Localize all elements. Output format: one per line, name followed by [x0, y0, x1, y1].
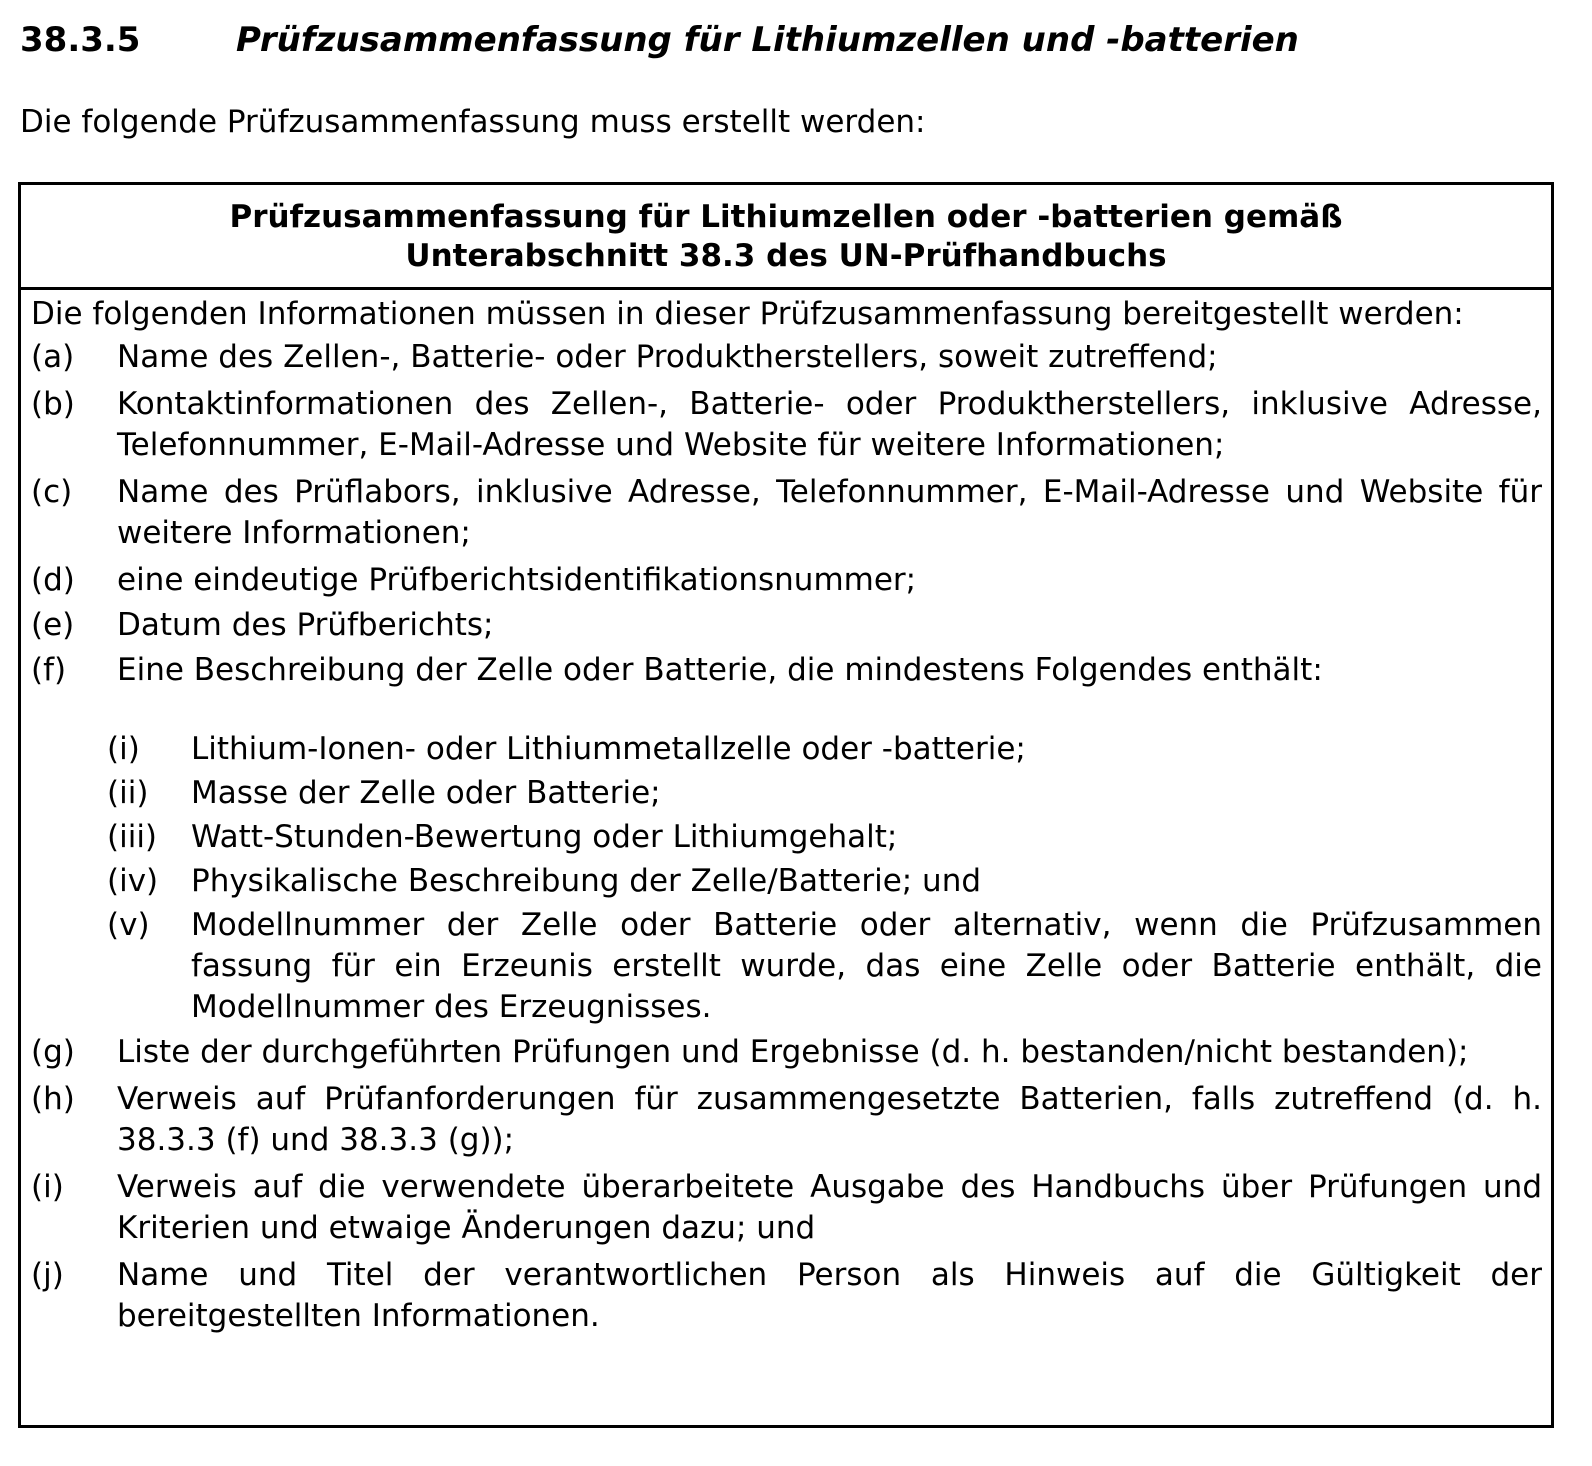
subitem-text: Lithium-Ionen- oder Lithiummetallzelle oder -batterie;: [191, 731, 1026, 767]
item-label: (b): [31, 386, 75, 422]
item-label: (h): [31, 1081, 75, 1117]
sublist-item-iii: [107, 817, 1542, 858]
list-item-e: [31, 605, 1542, 646]
item-label: (j): [31, 1257, 64, 1293]
box-title: [21, 185, 1551, 290]
item-text: eine eindeutige Prüfberichtsidentifikationsnummer;: [117, 562, 917, 598]
list-item-b: [31, 384, 1542, 466]
box-lead: Die folgenden Informationen müssen in dieser Prüfzusammenfassung bereitgestellt werden:: [31, 296, 1464, 332]
item-text: Kontaktinformationen des Zellen-, Batterie- oder Produktherstellers, inklusive Adresse, Telefonnummer, E-Mail-Adresse und Website für weitere Informationen;: [117, 386, 1542, 463]
sublist-item-iv: [107, 861, 1542, 902]
section-heading: [20, 18, 1299, 62]
subitem-text: Masse der Zelle oder Batterie;: [191, 775, 661, 811]
item-label: (f): [31, 652, 67, 688]
list-item-d: [31, 560, 1542, 601]
section-title: Prüfzusammenfassung für Lithiumzellen und -batterien: [236, 20, 1299, 60]
list-item-c: [31, 472, 1542, 554]
item-text: Verweis auf die verwendete überarbeitete Ausgabe des Handbuchs über Prüfungen und Kriterien und etwaige Änderungen dazu; und: [117, 1169, 1542, 1246]
subitem-label: (iv): [107, 863, 159, 899]
item-label: (g): [31, 1034, 75, 1070]
item-text: Name des Zellen-, Batterie- oder Produktherstellers, soweit zutreffend;: [117, 339, 1218, 375]
subitem-text: Physikalische Beschreibung der Zelle/Batterie; und: [191, 863, 982, 899]
box-title-line-1: Prüfzusammenfassung für Lithiumzellen oder -batterien gemäß: [229, 199, 1343, 235]
item-label: (i): [31, 1169, 64, 1205]
intro-text: Die folgende Prüfzusammenfassung muss erstellt werden:: [20, 104, 926, 140]
subitem-text: Modellnummer der Zelle oder Batterie oder alternativ, wenn die Prüfzusammen fassung für ein Erzeunis erstellt wurde, das eine Zelle oder Batterie enthält, die Modellnummer des Erzeugnisses.: [191, 907, 1542, 1025]
item-text: Name des Prüflabors, inklusive Adresse, Telefonnummer, E-Mail-Adresse und Website für weitere Informationen;: [117, 474, 1542, 551]
section-number: 38.3.5: [20, 20, 141, 60]
sublist-f: [31, 729, 1542, 1028]
subitem-label: (ii): [107, 775, 149, 811]
item-text: Datum des Prüfberichts;: [117, 607, 494, 643]
item-label: (c): [31, 474, 73, 510]
item-label: (d): [31, 562, 75, 598]
item-text: Name und Titel der verantwortlichen Person als Hinweis auf die Gültigkeit der bereitgestellten Informationen.: [117, 1257, 1542, 1334]
item-label: (e): [31, 607, 75, 643]
list-item-f: [31, 650, 1542, 691]
sublist-item-i: [107, 729, 1542, 770]
subitem-text: Watt-Stunden-Bewertung oder Lithiumgehalt;: [191, 819, 898, 855]
list-item-g: [31, 1032, 1542, 1073]
list-item-i: [31, 1167, 1542, 1249]
box-title-line-2: Unterabschnitt 38.3 des UN-Prüfhandbuchs: [405, 238, 1167, 274]
sublist-item-ii: [107, 773, 1542, 814]
item-text: Eine Beschreibung der Zelle oder Batterie, die mindestens Folgendes enthält:: [117, 652, 1323, 688]
list-item-j: [31, 1255, 1542, 1337]
subitem-label: (iii): [107, 819, 158, 855]
list-item-h: [31, 1079, 1542, 1161]
subitem-label: (v): [107, 907, 150, 943]
sublist-item-v: [107, 905, 1542, 1028]
item-text: Liste der durchgeführten Prüfungen und Ergebnisse (d. h. bestanden/nicht bestanden);: [117, 1034, 1469, 1070]
box-body: [21, 290, 1551, 1337]
list-item-a: [31, 337, 1542, 378]
summary-box: [18, 182, 1554, 1428]
item-label: (a): [31, 339, 75, 375]
subitem-label: (i): [107, 731, 140, 767]
item-text: Verweis auf Prüfanforderungen für zusammengesetzte Batterien, falls zutreffend (d. h. 38.3.3 (f) und 38.3.3 (g));: [117, 1081, 1542, 1158]
